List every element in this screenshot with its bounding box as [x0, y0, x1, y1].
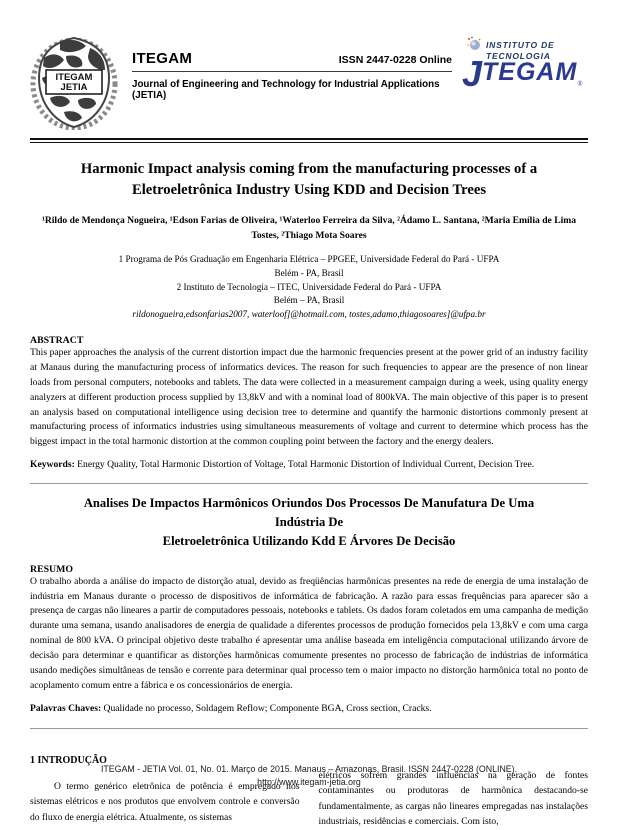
issn-label: ISSN 2447-0228 Online: [338, 54, 452, 66]
affiliation-line: 2 Instituto de Tecnologia – ITEC, Universidade Federal do Pará - UFPA: [176, 281, 442, 292]
introduction-paragraph-left: O termo genérico eletrônica de potência é empregado nos sistemas elétricos e nos produtos que envolvem controle e conversão do fluxo de energia elétrica. Atualmente, os sistemas: [30, 780, 300, 823]
abstract-heading: ABSTRACT: [30, 335, 84, 347]
institute-name-line2: TECNOLOGIA: [486, 50, 551, 61]
logo-initial: J: [462, 53, 483, 95]
author-emails: rildonogueira,edsonfarias2007, waterloof]@hotmail.com, tostes,adamo,thiagosoares]@ufpa.br: [132, 309, 486, 320]
paper-title-line2: Eletroeletrônica Industry Using KDD and Decision Trees: [131, 182, 487, 199]
footer-citation: ITEGAM - JETIA Vol. 01, No. 01. Março de 2015. Manaus – Amazonas, Brasil. ISSN 2447-0228 (ONLINE).: [100, 763, 518, 774]
affiliations-block: [30, 253, 588, 322]
registered-mark: ®: [577, 79, 583, 88]
keywords-line: [30, 459, 588, 470]
masthead-divider: [132, 71, 452, 72]
palavras-chaves-text: Qualidade no processo, Soldagem Reflow; Componente BGA, Cross section, Cracks.: [101, 702, 432, 714]
introduction-heading: 1 INTRODUÇÃO: [30, 754, 107, 766]
journal-abbrev: ITEGAM: [132, 50, 193, 67]
keywords-text: Energy Quality, Total Harmonic Distortion of Voltage, Total Harmonic Distortion of Individual Current, Decision Tree.: [74, 459, 535, 471]
paper-title: [30, 159, 588, 201]
crest-text-line2: JETIA: [60, 82, 88, 93]
portuguese-title-line1: Analises De Impactos Harmônicos Oriundos Dos Processos De Manufatura De Uma Indústria De: [83, 496, 535, 529]
journal-masthead: [132, 34, 452, 101]
portuguese-title: [30, 494, 588, 551]
institute-name-line1: INSTITUTO DE: [486, 40, 555, 50]
author-list: ¹Rildo de Mendonça Nogueira, ¹Edson Farias de Oliveira, ¹Waterloo Ferreira da Silva, ²Ádamo L. Santana, ²Maria Emília de Lima Tostes, ²Thiago Mota Soares: [41, 215, 577, 241]
section-divider: [30, 728, 588, 729]
paper-title-line1: Harmonic Impact analysis coming from the manufacturing processes of a: [80, 161, 538, 177]
palavras-chaves-label: Palavras Chaves:: [30, 702, 102, 714]
crest-text-line1: ITEGAM: [55, 72, 93, 83]
sparkle-globe-icon: [466, 36, 482, 52]
portuguese-title-line2: Eletroeletrônica Utilizando Kdd E Árvores De Decisão: [162, 533, 456, 548]
affiliation-line: 1 Programa de Pós Graduação em Engenharia Elétrica – PPGEE, Universidade Federal do Pará - UFPA: [118, 254, 500, 265]
resumo-body: O trabalho aborda a análise do impacto de distorção atual, devido as freqüências harmônicas presentes na rede de energia de uma instalação de indústria em Manaus durante o processo de dispositivos de informática de fabricação. A razão para essas frequências para aparecer são a presença de cargas não lineares a partir de computadores pessoais, notebooks e tablets. Os dados foram coletados em uma campanha de medição durante uma semana, usando analisadores de energia de qualidade a diferentes processos de produção fornecidos pela 13,8kV e com uma carga nominal de 800 kVA. O principal objetivo deste trabalho é apresentar uma análise baseada em inteligência computacional utilizando árvore de decisão para determinar e quantificar as distorções harmônicas comumente presentes no processo de fabricação de indústrias de informática usando medições simultâneas de tensão e corrente para determinar qual processo tem o maior impacto no distorção harmônica total no ponto de acoplamento comum entre a fábrica e os concessionários de energia.: [30, 575, 588, 691]
journal-header: [30, 34, 588, 130]
palavras-chaves-line: [30, 703, 588, 714]
keywords-label: Keywords:: [30, 459, 75, 471]
footer-url: http://www.itegam-jetia.org: [257, 777, 361, 788]
affiliation-line: Belém – PA, Brasil: [273, 295, 345, 306]
itegam-institute-logo: [460, 34, 588, 95]
logo-wordmark: TEGAM: [482, 58, 578, 87]
abstract-body: This paper approaches the analysis of the current distortion impact due the harmonic frequencies present at the power grid of an industry facility at Manaus during the manufacturing process of informatics devices. The reason for such frequencies to appear are the presence of non linear loads from personal computers, notebooks and tablets. The data were collected in a measurement campaign during a week, using quality energy analyzers at different production process supplied by 13,8kV and with a nominal load of 800kVA. The main objective of this paper is to present an analysis based on computational intelligence using decision tree to determine and quantify the harmonic distortions commonly present at manufacturing process of informatics industries using simultaneous measurements of voltage and current to determine which process has the biggest impact in the total harmonic distortion at the common coupling point between the factory and the energy dealers.: [30, 347, 588, 448]
page-footer: [0, 763, 618, 790]
jetia-crest-logo-icon: [30, 34, 118, 130]
affiliation-line: Belém - PA, Brasil: [274, 267, 344, 278]
journal-name: Journal of Engineering and Technology for Industrial Applications (JETIA): [132, 79, 440, 101]
introduction-paragraph-right: elétricos sofrem grandes influências na geração de fontes contaminantes ou produtoras de harmônica destacando-se fundamentalmente, as cargas não lineares empregadas nas instalações industriais, residências e comerciais. Com isto,: [318, 769, 588, 828]
section-divider: [30, 483, 588, 484]
header-separator-rule: [30, 138, 588, 143]
resumo-heading: RESUMO: [30, 563, 74, 575]
